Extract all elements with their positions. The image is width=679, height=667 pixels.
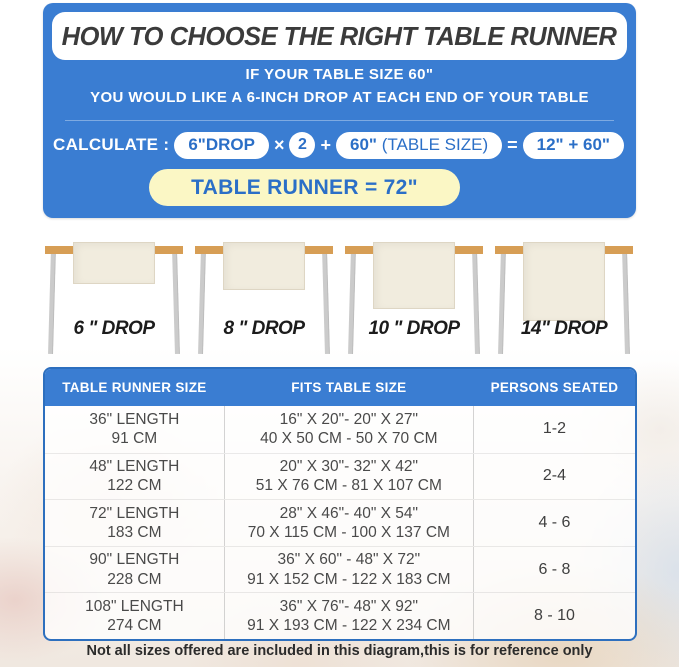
runner-length-cm: 183 CM <box>107 523 162 541</box>
multiplier-badge: 2 <box>289 132 315 158</box>
column-header-persons-seated: PERSONS SEATED <box>490 380 619 395</box>
disclaimer-footnote: Not all sizes offered are included in this diagram,this is for reference only <box>86 643 593 659</box>
page-title: HOW TO CHOOSE THE RIGHT TABLE RUNNER <box>62 20 617 51</box>
runner-length-in: 90" LENGTH <box>89 551 180 569</box>
runner-size-cell <box>45 547 224 593</box>
persons-seated-cell: 4 - 6 <box>538 513 571 531</box>
drop-illustrations <box>40 238 640 363</box>
drop-label: 10 " DROP <box>368 318 460 339</box>
runner-length-in: 36" LENGTH <box>89 410 180 428</box>
fits-size-in: 28" X 46"- 40" X 54" <box>279 504 419 522</box>
runner-size-cell <box>45 500 224 546</box>
plus-operator: + <box>320 134 331 155</box>
drop-pill: 6"DROP <box>174 132 269 159</box>
persons-seated-cell: 2-4 <box>542 467 567 485</box>
fits-size-cell <box>224 547 474 593</box>
table-side-view <box>345 238 483 363</box>
persons-seated-cell: 6 - 8 <box>538 560 571 578</box>
table-size-pill <box>336 132 502 159</box>
drop-illustration-14in <box>490 238 640 363</box>
runner-drape <box>223 242 305 290</box>
sum-pill: 12" + 60" <box>523 132 624 159</box>
table-header-row <box>45 369 635 406</box>
runner-size-cell <box>45 454 224 500</box>
runner-drape <box>373 242 455 309</box>
fits-size-in: 20" X 30"- 32" X 42" <box>279 458 419 476</box>
column-header-runner-size: TABLE RUNNER SIZE <box>62 380 207 395</box>
drop-illustration-10in <box>340 238 490 363</box>
runner-length-in: 48" LENGTH <box>89 458 180 476</box>
drop-label: 14" DROP <box>520 318 608 339</box>
fits-size-in: 16" X 20"- 20" X 27" <box>279 410 419 428</box>
table-side-view <box>195 238 333 363</box>
intro-line-1: IF YOUR TABLE SIZE 60" <box>245 66 434 83</box>
intro-line-2: YOU WOULD LIKE A 6-INCH DROP AT EACH END OF YOUR TABLE <box>90 89 589 106</box>
runner-length-cm: 228 CM <box>107 570 162 588</box>
runner-result-pill: TABLE RUNNER = 72" <box>149 169 460 206</box>
panel-divider <box>65 120 614 121</box>
drop-label: 8 " DROP <box>223 318 305 339</box>
title-card <box>52 12 627 60</box>
fits-size-cm: 51 X 76 CM - 81 X 107 CM <box>255 477 442 495</box>
runner-drape <box>73 242 155 284</box>
runner-length-cm: 91 CM <box>111 430 158 448</box>
calculation-row <box>53 132 636 159</box>
fits-size-cm: 91 X 193 CM - 122 X 234 CM <box>247 617 451 635</box>
runner-length-in: 108" LENGTH <box>85 597 184 615</box>
table-side-view <box>45 238 183 363</box>
fits-size-cm: 70 X 115 CM - 100 X 137 CM <box>247 523 450 541</box>
runner-size-cell <box>45 406 224 453</box>
fits-size-cell <box>224 454 474 500</box>
table-row <box>45 453 635 500</box>
persons-seated-cell: 1-2 <box>542 420 567 438</box>
column-header-fits-table-size: FITS TABLE SIZE <box>291 380 407 395</box>
drop-label: 6 " DROP <box>73 318 155 339</box>
table-side-view <box>495 238 633 363</box>
table-row <box>45 406 635 453</box>
table-size-value: 60" <box>349 135 377 154</box>
drop-illustration-6in <box>40 238 190 363</box>
fits-size-cell <box>224 406 474 453</box>
runner-length-cm: 274 CM <box>107 617 162 635</box>
table-row <box>45 546 635 593</box>
runner-length-cm: 122 CM <box>107 477 162 495</box>
fits-size-in: 36" X 76"- 48" X 92" <box>279 597 419 615</box>
fits-size-in: 36" X 60" - 48" X 72" <box>277 551 421 569</box>
runner-size-cell <box>45 593 224 639</box>
equals-operator: = <box>507 134 518 155</box>
instructions-panel <box>43 3 636 218</box>
table-row <box>45 592 635 639</box>
runner-length-in: 72" LENGTH <box>89 504 180 522</box>
fits-size-cell <box>224 500 474 546</box>
fits-size-cm: 40 X 50 CM - 50 X 70 CM <box>260 430 438 448</box>
calculate-label: CALCULATE : <box>53 135 170 155</box>
fits-size-cell <box>224 593 474 639</box>
table-row <box>45 499 635 546</box>
intro-text <box>43 66 636 106</box>
fits-size-cm: 91 X 152 CM - 122 X 183 CM <box>247 570 451 588</box>
size-reference-table <box>43 367 637 641</box>
times-operator: × <box>273 134 285 155</box>
runner-drape <box>523 242 605 321</box>
table-size-note: (TABLE SIZE) <box>376 135 489 154</box>
drop-illustration-8in <box>190 238 340 363</box>
persons-seated-cell: 8 - 10 <box>533 607 575 625</box>
